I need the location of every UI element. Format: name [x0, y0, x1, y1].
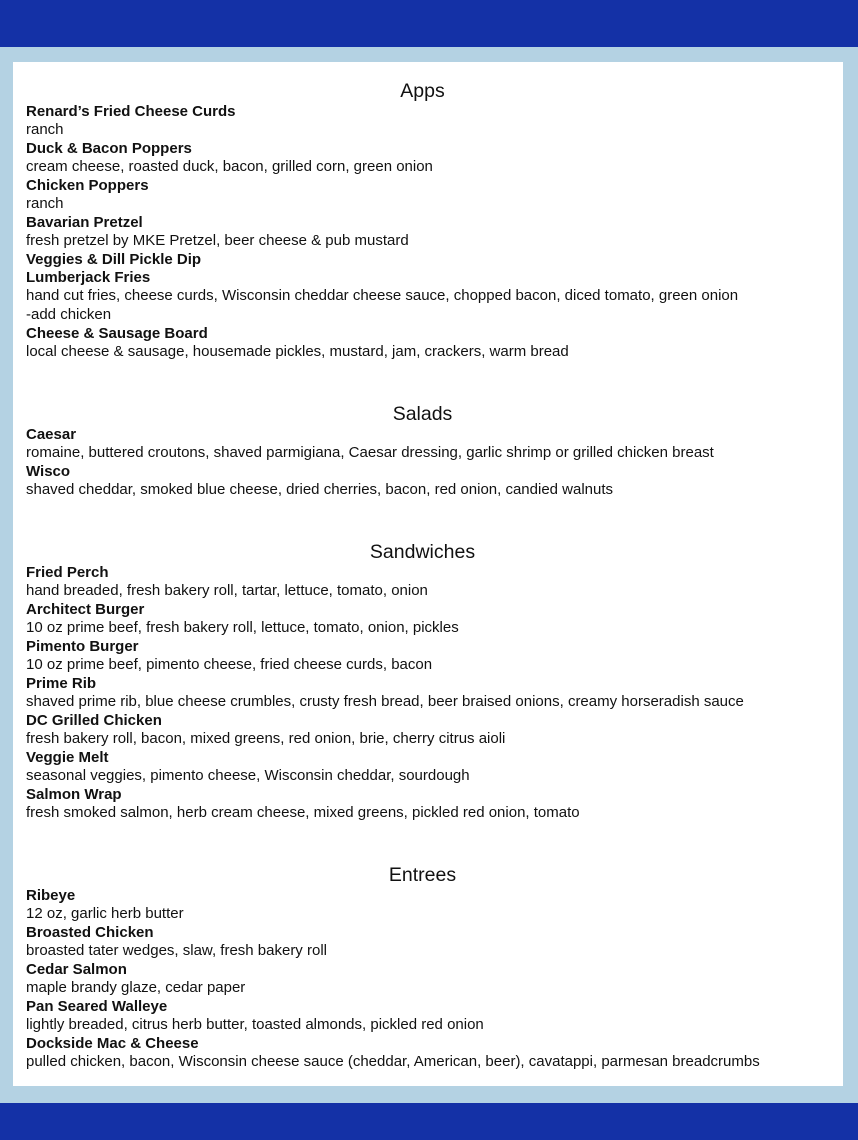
menu-item-name: Cedar Salmon [26, 961, 127, 978]
menu-item-description: -add chicken [26, 306, 112, 323]
menu-item-description: romaine, buttered croutons, shaved parmigiana, Caesar dressing, garlic shrimp or grilled chicken breast [26, 444, 714, 461]
menu-item-name: Renard’s Fried Cheese Curds [26, 103, 236, 120]
menu-section-sandwiches [26, 541, 843, 822]
menu-item-name: Broasted Chicken [26, 924, 154, 941]
menu-item-description: pulled chicken, bacon, Wisconsin cheese sauce (cheddar, American, beer), cavatappi, parmesan breadcrumbs [26, 1053, 760, 1070]
menu-page [13, 62, 843, 1086]
section-title: Sandwiches [369, 541, 476, 563]
menu-item-description: 12 oz, garlic herb butter [26, 905, 184, 922]
footer-bar [0, 1103, 858, 1140]
menu-item-description: lightly breaded, citrus herb butter, toasted almonds, pickled red onion [26, 1016, 484, 1033]
menu-item-description: maple brandy glaze, cedar paper [26, 979, 246, 996]
menu-item-description: 10 oz prime beef, pimento cheese, fried cheese curds, bacon [26, 656, 433, 673]
menu-content [13, 62, 843, 1071]
menu-item-description: cream cheese, roasted duck, bacon, grilled corn, green onion [26, 158, 433, 175]
menu-item-description: shaved cheddar, smoked blue cheese, dried cherries, bacon, red onion, candied walnuts [26, 481, 614, 498]
menu-item-description: hand breaded, fresh bakery roll, tartar, lettuce, tomato, onion [26, 582, 428, 599]
menu-item-name: Pimento Burger [26, 638, 139, 655]
section-title: Entrees [388, 864, 457, 886]
menu-item-description: fresh bakery roll, bacon, mixed greens, red onion, brie, cherry citrus aioli [26, 730, 506, 747]
menu-item-name: Caesar [26, 426, 77, 443]
menu-item-description: ranch [26, 195, 64, 212]
menu-item-description: broasted tater wedges, slaw, fresh bakery roll [26, 942, 327, 959]
menu-item-name: Cheese & Sausage Board [26, 325, 208, 342]
menu-item-name: Architect Burger [26, 601, 145, 618]
menu-item-name: Dockside Mac & Cheese [26, 1035, 199, 1052]
menu-item-name: Salmon Wrap [26, 786, 122, 803]
menu-section-salads [26, 403, 843, 499]
menu-item-name: Lumberjack Fries [26, 269, 151, 286]
menu-item-name: Prime Rib [26, 675, 97, 692]
menu-item-name: Chicken Poppers [26, 177, 149, 194]
menu-item-name: Veggie Melt [26, 749, 109, 766]
menu-item-description: 10 oz prime beef, fresh bakery roll, lettuce, tomato, onion, pickles [26, 619, 459, 636]
menu-item-name: DC Grilled Chicken [26, 712, 162, 729]
section-title: Apps [400, 80, 445, 102]
menu-item-name: Bavarian Pretzel [26, 214, 143, 231]
menu-item-name: Wisco [26, 463, 71, 480]
section-title: Salads [392, 403, 453, 425]
menu-item-name: Veggies & Dill Pickle Dip [26, 251, 202, 268]
menu-item-description: local cheese & sausage, housemade pickles, mustard, jam, crackers, warm bread [26, 343, 569, 360]
menu-item-description: fresh smoked salmon, herb cream cheese, mixed greens, pickled red onion, tomato [26, 804, 580, 821]
menu-section-entrees [26, 864, 843, 1071]
menu-item-description: seasonal veggies, pimento cheese, Wisconsin cheddar, sourdough [26, 767, 470, 784]
header-bar [0, 0, 858, 47]
menu-item-description: hand cut fries, cheese curds, Wisconsin cheddar cheese sauce, chopped bacon, diced tomato, green onion [26, 287, 739, 304]
menu-item-description: ranch [26, 121, 64, 138]
menu-item-description: fresh pretzel by MKE Pretzel, beer cheese & pub mustard [26, 232, 409, 249]
menu-item-name: Pan Seared Walleye [26, 998, 168, 1015]
menu-section-apps [26, 80, 843, 361]
menu-item-description: shaved prime rib, blue cheese crumbles, crusty fresh bread, beer braised onions, creamy horseradish sauce [26, 693, 744, 710]
menu-item-name: Ribeye [26, 887, 76, 904]
menu-item-name: Fried Perch [26, 564, 109, 581]
menu-item-name: Duck & Bacon Poppers [26, 140, 192, 157]
